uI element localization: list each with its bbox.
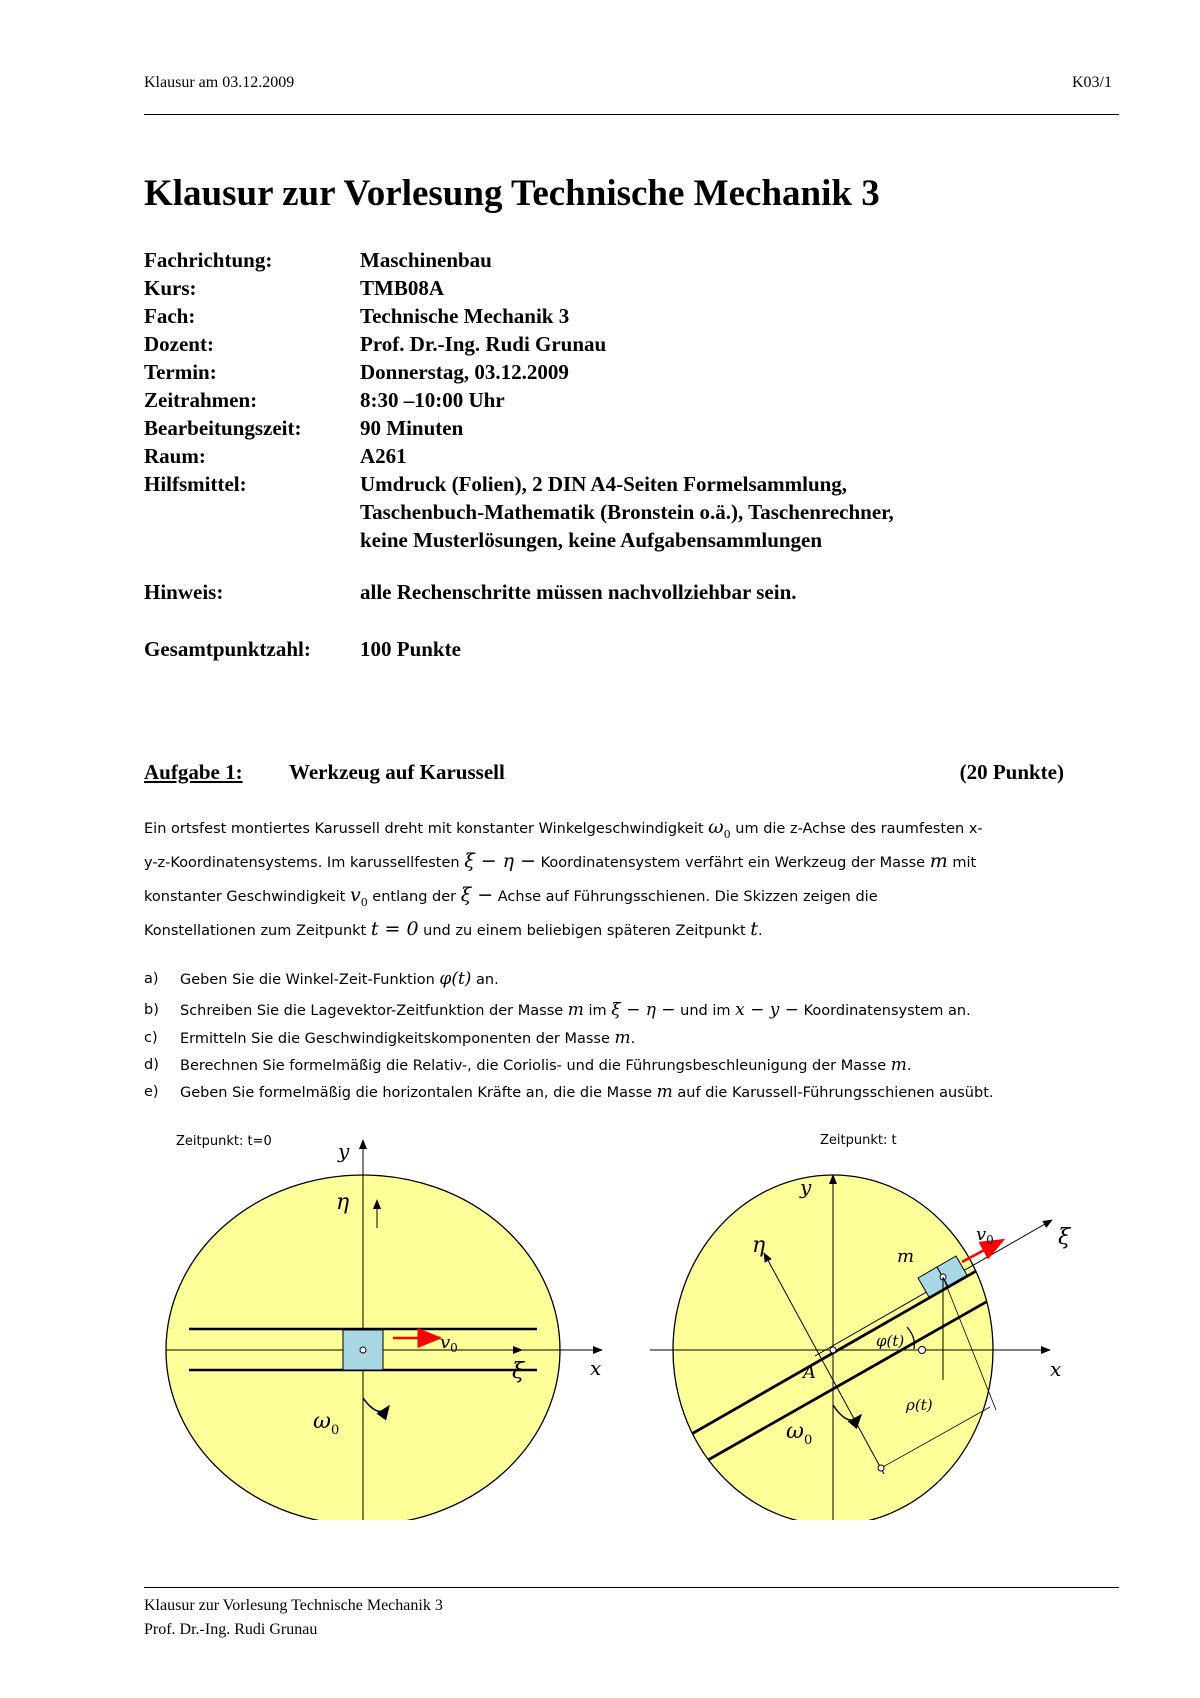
question-text: Geben Sie formelmäßig die horizontalen Kräfte an, die die Masse m auf die Karussell-Führungsschienen ausübt. [180, 1082, 994, 1102]
text: konstanter Geschwindigkeit [144, 889, 346, 905]
y-label: y [338, 1139, 350, 1163]
text: Ein ortsfest montiertes Karussell dreht mit konstanter Winkelgeschwindigkeit [144, 821, 704, 837]
text: um die z-Achse des raumfesten x- [735, 821, 983, 837]
task-header [144, 758, 1064, 786]
question-text: Ermitteln Sie die Geschwindigkeitskomponenten der Masse m. [180, 1028, 636, 1048]
info-label: Fachrichtung: [144, 248, 273, 272]
info-value: Umdruck (Folien), 2 DIN A4-Seiten Formelsammlung, [360, 472, 848, 496]
info-label: Bearbeitungszeit: [144, 416, 302, 440]
xi-label: ξ [512, 1359, 525, 1384]
origin-point [360, 1347, 366, 1353]
info-value: Technische Mechanik 3 [360, 304, 570, 328]
text: . [757, 923, 763, 939]
text: entlang der [372, 889, 457, 905]
header-rule [144, 114, 1119, 115]
task-number: Aufgabe 1: [144, 760, 243, 784]
question-letter: d) [144, 1057, 159, 1073]
info-value: 8:30 –10:00 Uhr [360, 388, 505, 412]
gesamt-value: 100 Punkte [360, 637, 461, 661]
rho-end-point [878, 1465, 884, 1471]
text-line [144, 912, 1119, 946]
question-letter: a) [144, 971, 159, 987]
omega0-symbol: $\omega_0$ [708, 816, 731, 841]
header-right: K03/1 [1072, 74, 1112, 91]
info-value: Donnerstag, 03.12.2009 [360, 360, 569, 384]
question-letter: b) [144, 1002, 159, 1018]
hinweis-label: Hinweis: [144, 580, 224, 604]
question-text: Schreiben Sie die Lagevektor-Zeitfunktion der Masse m im ξ − η − und im x − y − Koordinatensystem an. [180, 1000, 971, 1020]
footer-line1: Klausur zur Vorlesung Technische Mechanik 3 [144, 1597, 443, 1614]
x-label: x [1050, 1357, 1062, 1381]
phi-symbol: φ(t) [439, 969, 472, 989]
question-letter: e) [144, 1084, 159, 1100]
info-value: 90 Minuten [360, 416, 464, 440]
figure-caption-t: Zeitpunkt: t [820, 1133, 897, 1148]
text-line [144, 844, 1119, 878]
footer-rule [144, 1587, 1119, 1588]
footer-line2: Prof. Dr.-Ing. Rudi Grunau [144, 1621, 318, 1638]
header-left: Klausur am 03.12.2009 [144, 74, 295, 91]
task-description [144, 810, 1119, 946]
A-label: A [803, 1362, 816, 1383]
info-label: Raum: [144, 444, 206, 468]
eta-label: η [336, 1190, 350, 1215]
task-points: (20 Punkte) [959, 760, 1064, 784]
info-label: Fach: [144, 304, 196, 328]
question-text: Berechnen Sie formelmäßig die Relativ-, die Coriolis- und die Führungsbeschleunigung der Masse m. [180, 1055, 912, 1075]
m-label: m [897, 1246, 915, 1267]
text-line [144, 878, 1119, 912]
text: und zu einem beliebigen späteren Zeitpunkt [423, 923, 746, 939]
omega0-label: $\omega_0$ [786, 1419, 813, 1448]
info-value: Maschinenbau [360, 248, 492, 272]
y-label: y [800, 1175, 812, 1199]
eta-label: η [752, 1233, 766, 1258]
mass-symbol: m [929, 850, 948, 872]
info-label: Zeitrahmen: [144, 388, 258, 412]
carousel-figure-t0 [150, 1120, 610, 1520]
xi-eta-symbol: ξ − η − [464, 850, 537, 872]
v0-symbol: $v_0$ [349, 884, 368, 909]
info-label: Dozent: [144, 332, 214, 356]
task-title: Werkzeug auf Karussell [289, 760, 505, 784]
figure-caption-t0: Zeitpunkt: t=0 [176, 1134, 272, 1149]
footer [144, 1594, 443, 1642]
text: Koordinatensystem verfährt ein Werkzeug der Masse [540, 855, 926, 871]
gesamt-label: Gesamtpunktzahl: [144, 637, 311, 661]
v0-label: $v_0$ [976, 1224, 994, 1247]
text-line [144, 810, 1119, 844]
x-label: x [590, 1356, 602, 1380]
v0-label: $v_0$ [440, 1332, 458, 1355]
info-value: TMB08A [360, 276, 444, 300]
info-value: Prof. Dr.-Ing. Rudi Grunau [360, 332, 607, 356]
text: Achse auf Führungsschienen. Die Skizzen zeigen die [497, 889, 878, 905]
info-value: keine Musterlösungen, keine Aufgabensammlungen [360, 528, 823, 552]
page-title: Klausur zur Vorlesung Technische Mechanik 3 [144, 173, 880, 214]
info-value: A261 [360, 444, 407, 468]
info-label: Kurs: [144, 276, 197, 300]
phi-label: φ(t) [876, 1332, 905, 1350]
t0-symbol: t = 0 [370, 918, 419, 940]
rho-label: ρ(t) [906, 1396, 933, 1414]
text: Konstellationen zum Zeitpunkt [144, 923, 367, 939]
carousel-figure-t [640, 1120, 1080, 1520]
t-symbol: t [750, 918, 758, 940]
text: mit [952, 855, 977, 871]
text: y-z-Koordinatensystems. Im karussellfesten [144, 855, 460, 871]
question-text: Geben Sie die Winkel-Zeit-Funktion φ(t) an. [180, 969, 499, 989]
point-A [830, 1347, 836, 1353]
info-value: Taschenbuch-Mathematik (Bronstein o.ä.), Taschenrechner, [360, 500, 894, 524]
omega0-label: $\omega_0$ [313, 1409, 340, 1438]
xi-label: ξ [1058, 1225, 1071, 1250]
hinweis-value: alle Rechenschritte müssen nachvollziehbar sein. [360, 580, 797, 604]
info-label: Termin: [144, 360, 217, 384]
question-letter: c) [144, 1030, 158, 1046]
xi-symbol: ξ − [460, 884, 494, 906]
info-label: Hilfsmittel: [144, 472, 247, 496]
angle-reference-point [919, 1347, 926, 1354]
